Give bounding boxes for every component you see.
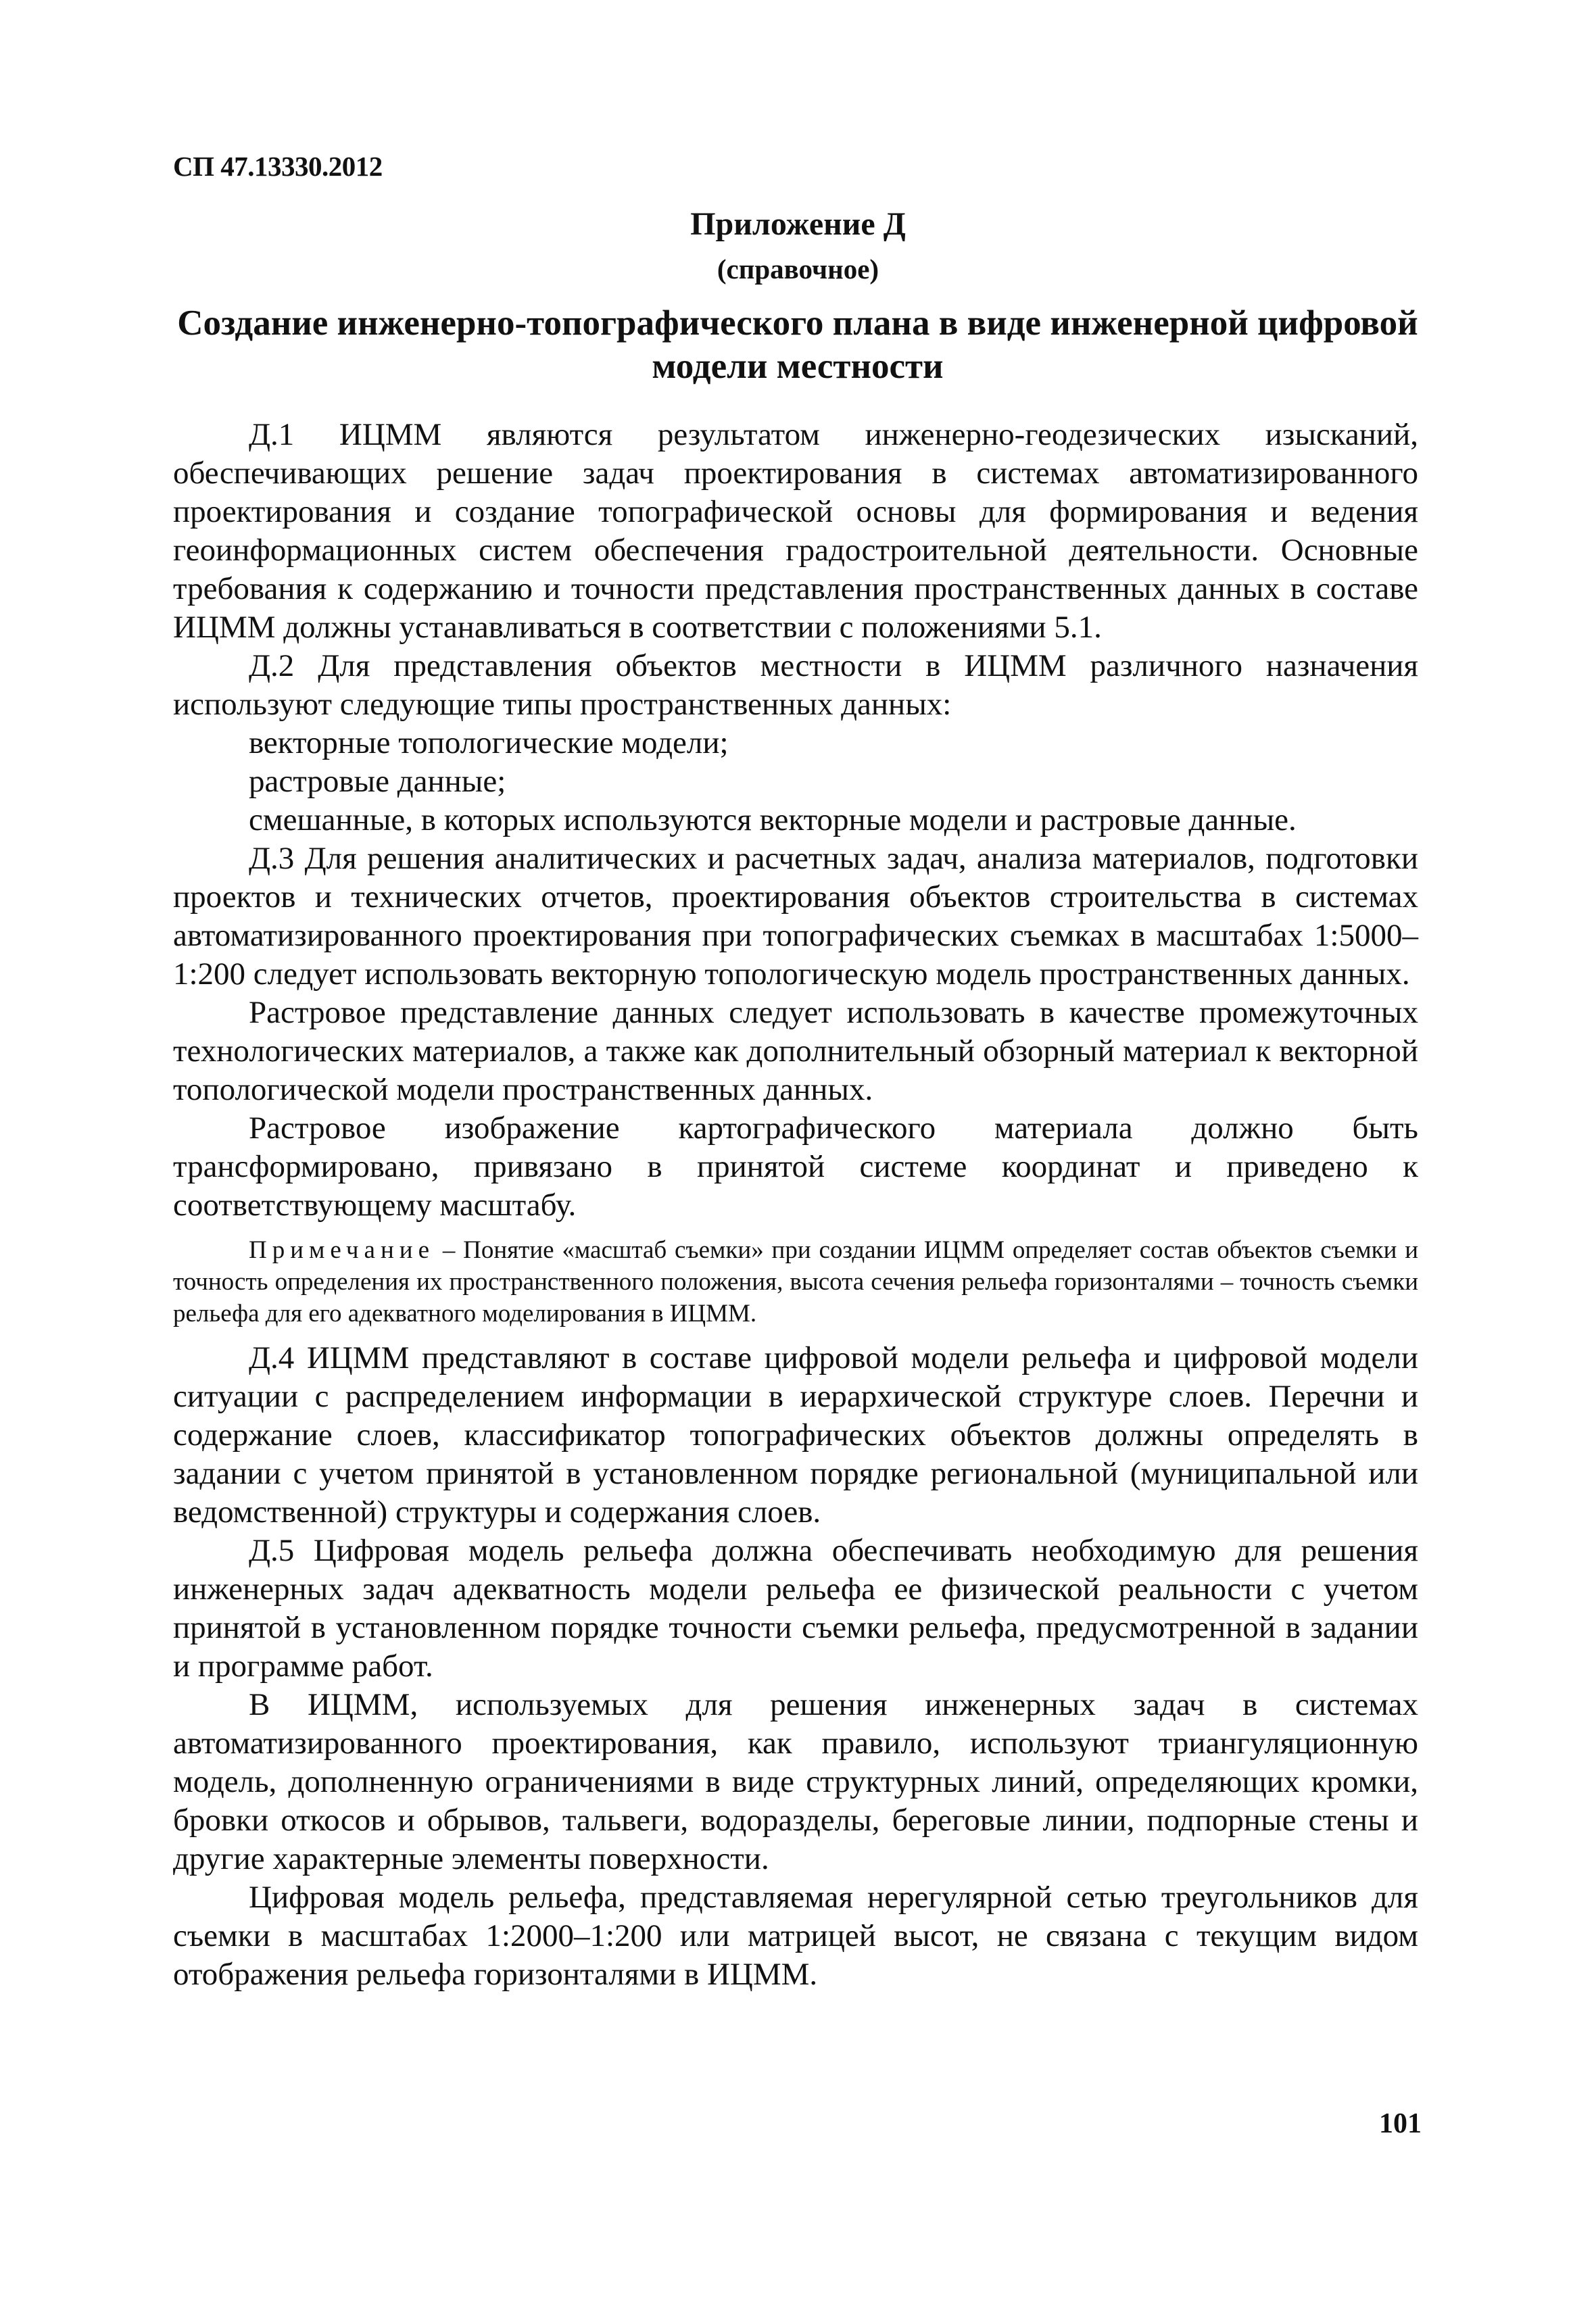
paragraph-d4: Д.4 ИЦММ представляют в составе цифровой модели рельефа и цифровой модели ситуации с распределением информации в иерархической структуре слоев. Перечни и содержание слоев, классификатор топографических объектов должны определять в задании с учетом принятой в установленном порядке региональной (муниципальной или ведомственной) структуры и содержания слоев. xyxy=(173,1340,1418,1530)
note-text: – Понятие «масштаб съемки» при создании ИЦММ определяет состав объектов съемки и точность определения их пространственного положения, высота сечения рельефа горизонталями – точность съемки рельефа для его адекватного моделирования в ИЦММ. xyxy=(173,1236,1418,1327)
paragraph-d3: Д.3 Для решения аналитических и расчетных задач, анализа материалов, подготовки проектов и технических отчетов, проектирования объектов строительства в системах автоматизированного проектирования при топографических съемках в масштабах 1:5000–1:200 следует использовать векторную топологическую модель пространственных данных. xyxy=(173,841,1418,992)
note-label: Примечание xyxy=(249,1236,435,1264)
note xyxy=(173,1234,1418,1330)
paragraph-d1: Д.1 ИЦММ являются результатом инженерно-геодезических изысканий, обеспечивающих решение задач проектирования в системах автоматизированного проектирования и создание топографической основы для формирования и ведения геоинформационных систем обеспечения градостроительной деятельности. Основные требования к содержанию и точности представления пространственных данных в составе ИЦММ должны устанавливаться в соответствии с положениями 5.1. xyxy=(173,417,1418,645)
paragraph-d5: Д.5 Цифровая модель рельефа должна обеспечивать необходимую для решения инженерных задач адекватность модели рельефа ее физической реальности с учетом принятой в установленном порядке точности съемки рельефа, предусмотренной в задании и программе работ. xyxy=(173,1533,1418,1684)
paragraph-raster-image: Растровое изображение картографического материала должно быть трансформировано, привязано в принятой системе координат и приведено к соответствующему масштабу. xyxy=(173,1111,1418,1223)
paragraph-dem: Цифровая модель рельефа, представляемая нерегулярной сетью треугольников для съемки в масштабах 1:2000–1:200 или матрицей высот, не связана с текущим видом отображения рельефа горизонталями в ИЦММ. xyxy=(173,1880,1418,1992)
paragraph-d2: Д.2 Для представления объектов местности в ИЦММ различного назначения используют следующие типы пространственных данных: xyxy=(173,648,1418,722)
section-heading: Создание инженерно-топографического плана в виде инженерной цифровой модели местности xyxy=(177,303,1418,386)
page-number: 101 xyxy=(1379,2108,1422,2139)
paragraph-triangulation: В ИЦММ, используемых для решения инженерных задач в системах автоматизированного проектирования, как правило, используют триангуляционную модель, дополненную ограничениями в виде структурных линий, определяющих кромки, бровки откосов и обрывов, тальвеги, водоразделы, береговые линии, подпорные стены и другие характерные элементы поверхности. xyxy=(173,1687,1418,1876)
appendix-title: Приложение Д xyxy=(690,206,906,242)
list-item: векторные топологические модели; xyxy=(249,725,729,760)
appendix-subtitle: (справочное) xyxy=(717,253,879,285)
list-item: растровые данные; xyxy=(249,764,506,799)
paragraph-raster-representation: Растровое представление данных следует использовать в качестве промежуточных технологических материалов, а также как дополнительный обзорный материал к векторной топологической модели пространственных данных. xyxy=(173,995,1418,1107)
document-code: СП 47.13330.2012 xyxy=(173,151,383,182)
list-item: смешанные, в которых используются векторные модели и растровые данные. xyxy=(249,802,1297,837)
document-body xyxy=(173,416,1418,1994)
